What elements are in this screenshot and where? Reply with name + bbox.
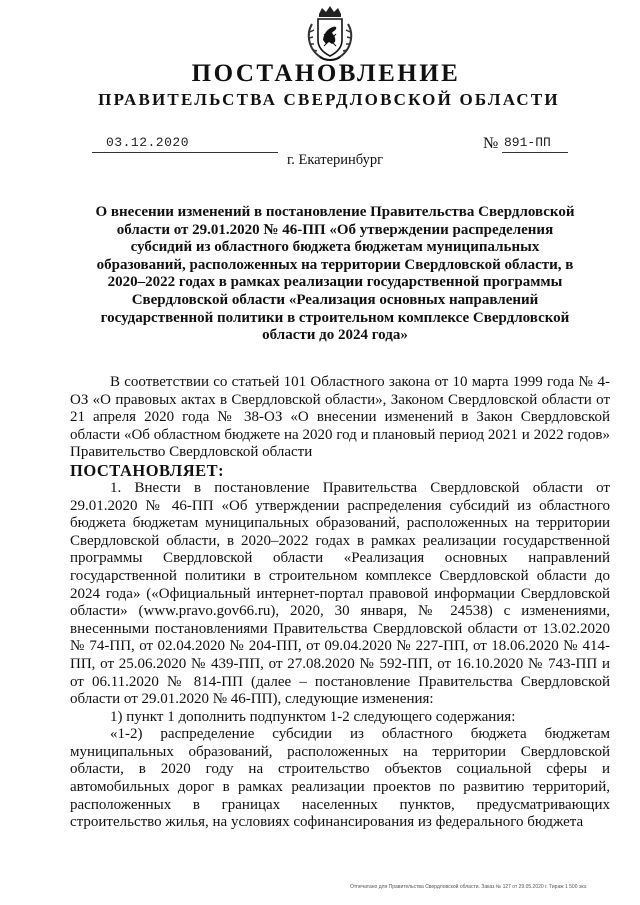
document-body	[70, 374, 610, 832]
issuer-heading: ПРАВИТЕЛЬСТВА СВЕРДЛОВСКОЙ ОБЛАСТИ	[98, 90, 560, 109]
number-label: №	[483, 135, 499, 152]
subitem-1-paragraph: 1) пункт 1 дополнить подпунктом 1-2 следующего содержания:	[110, 708, 516, 725]
document-date: 03.12.2020	[92, 136, 278, 153]
decree-heading: ПОСТАНОВЛЯЕТ:	[70, 460, 225, 480]
document-number: 891-ПП	[502, 136, 568, 153]
quote-paragraph: «1-2) распределение субсидии из областного бюджета бюджетам муниципальных образований, расположенных на территории Свердловской области, в 2020 году на строительство объектов социальной сферы и автомобильных дорог в рамках реализации проектов по развитию территорий, расположенных в границах населенных пунктов, предусматривающих строительство жилья, на условиях софинансирования из федерального бюджета	[70, 726, 610, 831]
document-title: О внесении изменений в постановление Правительства Свердловской области от 29.01.2020 № 46-ПП «Об утверждении распределения субсидий из областного бюджета бюджетам муниципальных образований, расположенных на территории Свердловской области, в 2020–2022 годах в рамках реализации государственной программы Свердловской области «Реализация основных направлений государственной политики в строительном комплексе Свердловской области до 2024 года»	[95, 204, 575, 344]
city-line: г. Екатеринбург	[286, 152, 384, 168]
print-footer-note: Отпечатано для Правительства Свердловской области. Заказ № 127 от 29.05.2020 г. Тираж 1 500 экз.	[350, 884, 588, 890]
preamble-paragraph: В соответствии со статьей 101 Областного закона от 10 марта 1999 года № 4-ОЗ «О правовых актах в Свердловской области», Законом Свердловской области от 21 апреля 2020 года № 38-ОЗ «О внесении изменений в Закон Свердловской области «Об областном бюджете на 2020 год и плановый период 2021 и 2022 годов» Правительство Свердловской области	[70, 374, 610, 461]
document-type-heading: ПОСТАНОВЛЕНИЕ	[191, 60, 461, 87]
item-1-paragraph: 1. Внести в постановление Правительства Свердловской области от 29.01.2020 № 46-ПП «Об утверждении распределения субсидий из областного бюджета бюджетам муниципальных образований, расположенных на территории Свердловской области, в 2020–2022 годах в рамках реализации государственной программы Свердловской области «Реализация основных направлений государственной политики в строительном комплексе Свердловской области до 2024 года» («Официальный интернет-портал правовой информации Свердловской области» (www.pravo.gov66.ru), 2020, 30 января, № 24538) с изменениями, внесенными постановлениями Правительства Свердловской области от 13.02.2020 № 74-ПП, от 02.04.2020 № 204-ПП, от 09.04.2020 № 227-ПП, от 18.06.2020 № 414-ПП, от 25.06.2020 № 439-ПП, от 27.08.2020 № 592-ПП, от 16.10.2020 № 743-ПП и от 06.11.2020 № 814-ПП (далее – постановление Правительства Свердловской области от 29.01.2020 № 46-ПП), следующие изменения:	[70, 479, 610, 708]
coat-of-arms-icon	[302, 4, 358, 62]
